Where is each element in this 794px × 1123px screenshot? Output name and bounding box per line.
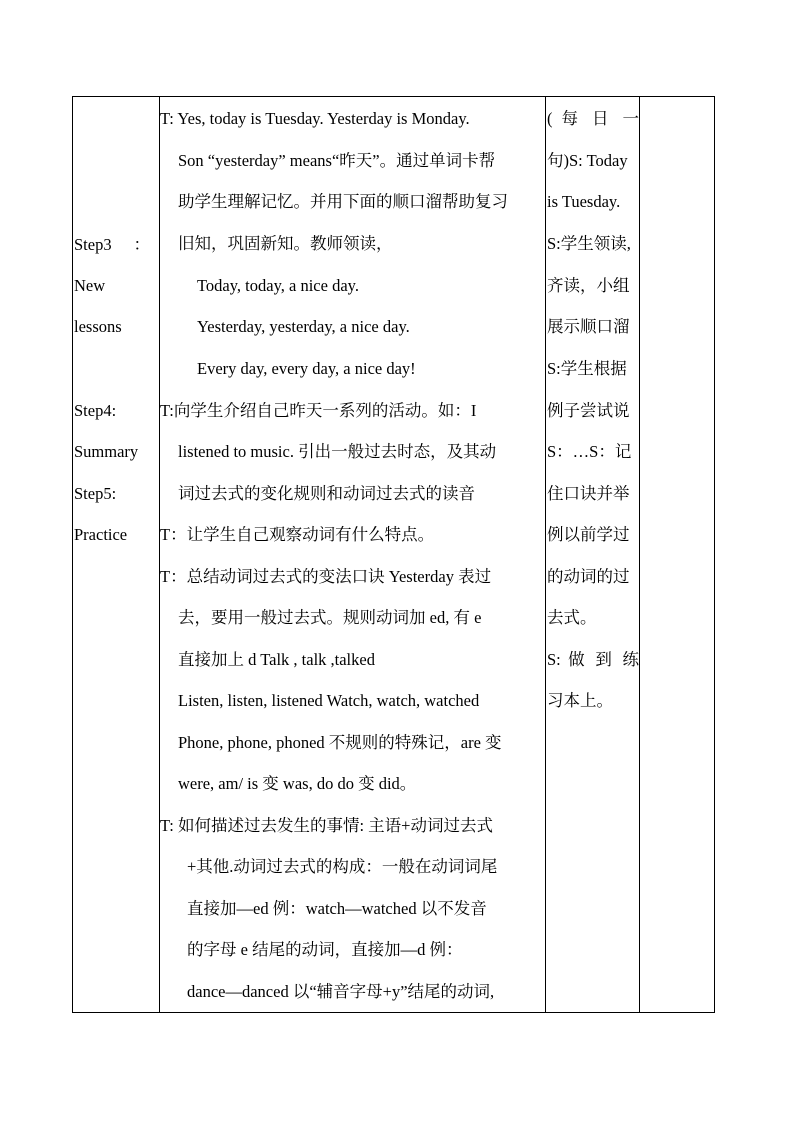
student-line: S: 做 到 练 (547, 650, 639, 669)
teacher-line: 直接加上 d Talk , talk ,talked (178, 650, 375, 669)
student-line: S:学生领读, (547, 234, 631, 253)
student-line: 例以前学过 (547, 525, 630, 544)
teacher-line: dance—danced 以“辅音字母+y”结尾的动词, (187, 982, 495, 1001)
teacher-line: Yesterday, yesterday, a nice day. (197, 317, 410, 336)
student-line: 句)S: Today (547, 151, 628, 170)
teacher-line: +其他.动词过去式的构成：一般在动词词尾 (187, 857, 498, 876)
teacher-line: T：让学生自己观察动词有什么特点。 (160, 525, 435, 544)
student-line: 例子尝试说 (547, 401, 630, 420)
teacher-line: Listen, listen, listened Watch, watch, watched (178, 691, 480, 710)
lesson-table (72, 96, 715, 1013)
teacher-line: Every day, every day, a nice day! (197, 359, 416, 378)
teacher-line: listened to music. 引出一般过去时态，及其动 (178, 442, 497, 461)
step-label: Summary (74, 442, 139, 461)
student-line: 展示顺口溜 (547, 317, 630, 336)
teacher-line: T: 如何描述过去发生的事情: 主语+动词过去式 (160, 816, 493, 835)
column-divider (639, 97, 640, 1012)
step-label: Practice (74, 525, 128, 544)
teacher-line: Son “yesterday” means“昨天”。通过单词卡帮 (178, 151, 496, 170)
student-line: S:学生根据 (547, 359, 627, 378)
column-divider (545, 97, 546, 1012)
step-label: New (74, 276, 106, 295)
teacher-line: Phone, phone, phoned 不规则的特殊记，are 变 (178, 733, 502, 752)
student-line: 习本上。 (547, 691, 613, 710)
step-label: lessons (74, 317, 122, 336)
teacher-line: T:向学生介绍自己昨天一系列的活动。如：I (160, 401, 477, 420)
student-line: 住口诀并举 (547, 484, 630, 503)
teacher-line: Today, today, a nice day. (197, 276, 359, 295)
student-line: is Tuesday. (547, 192, 621, 211)
column-divider (159, 97, 160, 1012)
teacher-line: T：总结动词过去式的变法口诀 Yesterday 表过 (160, 567, 492, 586)
teacher-line: 去，要用一般过去式。规则动词加 ed, 有 e (178, 608, 482, 627)
student-line: 齐读，小组 (547, 276, 630, 295)
teacher-line: 词过去式的变化规则和动词过去式的读音 (178, 484, 475, 503)
teacher-line: T: Yes, today is Tuesday. Yesterday is Monday. (160, 109, 470, 128)
teacher-line: 助学生理解记忆。并用下面的顺口溜帮助复习 (178, 192, 508, 211)
student-line: ( 每 日 一 (547, 109, 639, 128)
teacher-line: 旧知，巩固新知。教师领读， (178, 234, 393, 253)
teacher-line: 直接加—ed 例：watch—watched 以不发音 (187, 899, 487, 918)
step-label: Step5: (74, 484, 117, 503)
teacher-line: were, am/ is 变 was, do do 变 did。 (178, 774, 417, 793)
student-line: S：…S：记 (547, 442, 632, 461)
student-line: 的动词的过 (547, 567, 630, 586)
step-label: Step3 ： (74, 235, 150, 254)
student-line: 去式。 (547, 608, 597, 627)
teacher-line: 的字母 e 结尾的动词，直接加—d 例： (187, 940, 463, 959)
step-label: Step4: (74, 401, 117, 420)
